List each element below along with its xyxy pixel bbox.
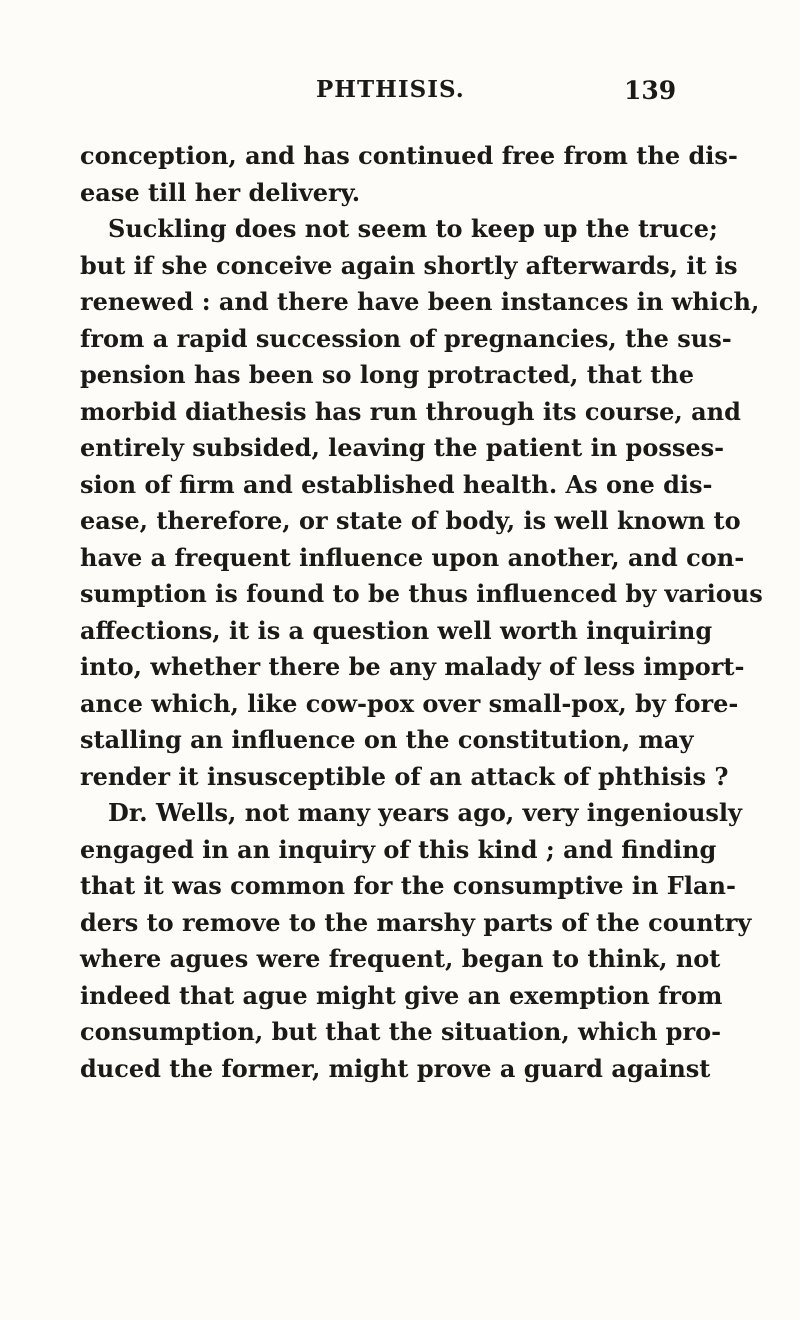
page-number: 139 [624, 76, 677, 105]
text-line: indeed that ague might give an exemption from [80, 980, 723, 1010]
text-line: that it was common for the consumptive in Flan- [80, 871, 736, 900]
text-line: render it insusceptible of an attack of phthisis ? [80, 761, 729, 791]
text-line: ease till her delivery. [80, 177, 361, 207]
text-line: affections, it is a question well worth inquiring [80, 615, 713, 645]
text-line: have a frequent influence upon another, and con- [80, 542, 745, 572]
text-line: ders to remove to the marshy parts of the country [80, 907, 752, 937]
text-line: ease, therefore, or state of body, is well known to [80, 506, 741, 535]
running-title: PHTHISIS. [316, 76, 465, 103]
text-line: stalling an influence on the constitution, may [80, 725, 694, 754]
text-line: entirely subsided, leaving the patient in posses- [80, 433, 725, 462]
text-line: ance which, like cow-pox over small-pox, by fore- [80, 688, 739, 718]
text-line: where agues were frequent, began to think, not [80, 944, 721, 973]
running-head [0, 76, 800, 112]
text-line: from a rapid succession of pregnancies, the sus- [80, 323, 732, 353]
text-line: Suckling does not seem to keep up the truce; [108, 214, 718, 243]
text-line: engaged in an inquiry of this kind ; and finding [80, 834, 717, 864]
text-line: sumption is found to be thus influenced by various [80, 579, 763, 608]
text-line: consumption, but that the situation, which pro- [80, 1017, 722, 1046]
body-text [80, 138, 763, 1087]
text-line: duced the former, might prove a guard against [80, 1053, 711, 1083]
text-line: conception, and has continued free from the dis- [80, 141, 738, 170]
text-line: Dr. Wells, not many years ago, very ingeniously [108, 798, 742, 827]
text-line: renewed : and there have been instances in which, [80, 287, 760, 316]
text-line: morbid diathesis has run through its course, and [80, 396, 741, 426]
text-line: sion of firm and established health. As one dis- [80, 469, 713, 499]
text-line: but if she conceive again shortly afterwards, it is [80, 250, 738, 280]
text-line: pension has been so long protracted, that the [80, 360, 695, 389]
text-line: into, whether there be any malady of less import- [80, 652, 745, 681]
